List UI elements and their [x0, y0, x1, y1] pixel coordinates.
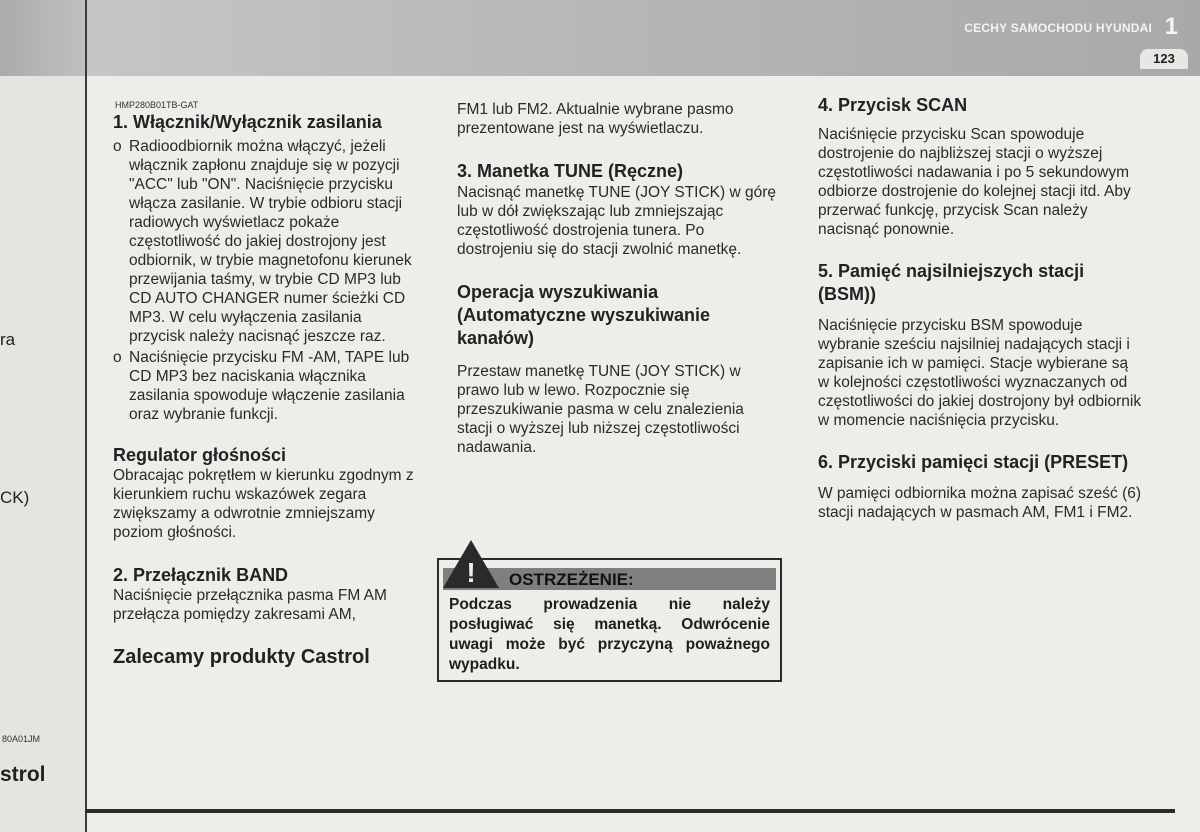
paragraph: Naciśnięcie przełącznika pasma FM AM przełącza pomiędzy zakresami AM,	[113, 587, 387, 623]
prev-page-fragment: CK)	[0, 488, 30, 507]
warning-icon	[441, 538, 501, 590]
column-left	[113, 100, 418, 668]
paragraph: Nacisnąć manetkę TUNE (JOY STICK) w górę lub w dół zwiększając lub zmniejszając częstotliwość dostrojenia tunera. Po dostrojeniu się do stacji zwolnić manetkę.	[457, 184, 776, 258]
paragraph: Naciśnięcie przycisku BSM spowoduje wybranie sześciu najsilniej nadających stacji i zapisanie ich w pamięci. Stacje wybierane są w kolejności częstotliwości wyznaczanych od częstotliwości do jakiej dostrojony był odbiornik w momencie naciśnięcia przycisku.	[818, 317, 1142, 429]
paragraph: FM1 lub FM2. Aktualnie wybrane pasmo prezentowane jest na wyświetlaczu.	[457, 101, 734, 137]
list-item	[113, 137, 418, 346]
section-heading: 6. Przyciski pamięci stacji (PRESET)	[818, 452, 1129, 472]
previous-page-header-shade	[0, 0, 85, 76]
list-item	[113, 348, 418, 424]
column-middle	[457, 100, 779, 457]
list-item-text: Radioodbiornik można włączyć, jeżeli włącznik zapłonu znajduje się w pozycji "ACC" lub "ON". Naciśnięcie przycisku włącza zasilanie. W trybie odbioru stacji radiowych wyświetlacz pokaże częstotliwość do jakiej dostrojony jest odbiornik, w trybie magnetofonu kierunek przewijania taśmy, w trybie CD MP3 lub CD AUTO CHANGER numer ścieżki CD MP3. W celu wyłączenia zasilania przycisk należy nacisnąć jeszcze raz.	[129, 138, 412, 345]
reference-code: HMP280B01TB-GAT	[115, 100, 199, 110]
list-item-text: Naciśnięcie przycisku FM -AM, TAPE lub CD MP3 bez naciskania włącznika zasilania spowoduje włączenie zasilania oraz wybranie funkcji.	[129, 349, 410, 423]
prev-page-code: 80A01JM	[2, 734, 41, 744]
castrol-heading: Zalecamy produkty Castrol	[113, 646, 370, 668]
warning-box	[437, 558, 782, 682]
section-heading: 5. Pamięć najsilniejszych stacji (BSM))	[818, 261, 1085, 304]
page-number: 123	[1140, 49, 1188, 69]
footer-line	[85, 809, 1175, 813]
warning-symbol: !	[466, 557, 476, 588]
prev-page-fragment: ra	[0, 330, 16, 349]
paragraph: W pamięci odbiornika można zapisać sześć (6) stacji nadających w pasmach AM, FM1 i FM2.	[818, 485, 1142, 521]
chapter-number: 1	[1164, 13, 1178, 40]
section-heading: Regulator głośności	[113, 445, 287, 465]
section-heading: Operacja wyszukiwania (Automatyczne wyszukiwanie kanałów)	[457, 282, 711, 348]
bullet-icon: o	[113, 138, 122, 155]
section-heading: 1. Włącznik/Wyłącznik zasilania	[113, 112, 382, 132]
previous-page-edge	[0, 0, 87, 832]
bullet-icon: o	[113, 349, 122, 366]
section-heading: 3. Manetka TUNE (Ręczne)	[457, 161, 684, 181]
section-title: CECHY SAMOCHODU HYUNDAI	[964, 21, 1152, 35]
header-band	[0, 0, 1200, 76]
section-heading: 4. Przycisk SCAN	[818, 95, 968, 115]
paragraph: Obracając pokrętłem w kierunku zgodnym z kierunkiem ruchu wskazówek zegara zwiększamy a odwrotnie zmniejszamy poziom głośności.	[113, 467, 414, 541]
column-right	[818, 95, 1143, 522]
prev-page-title: strol	[0, 763, 46, 786]
paragraph: Przestaw manetkę TUNE (JOY STICK) w prawo lub w lewo. Rozpocznie się przeszukiwanie pasma w celu znalezienia stacji o wyższej lub niższej częstotliwości nadawania.	[457, 363, 744, 456]
warning-text: Podczas prowadzenia nie należy posługiwać się manetką. Odwrócenie uwagi może być przyczyną poważnego wypadku.	[449, 596, 770, 673]
section-heading: 2. Przełącznik BAND	[113, 565, 289, 585]
warning-title: OSTRZEŻENIE:	[509, 570, 634, 589]
paragraph: Naciśnięcie przycisku Scan spowoduje dostrojenie do najbliższej stacji o wyższej częstotliwości nadawania i po 5 sekundowym odbiorze dostrojenie do kolejnej stacji itd. Aby przerwać funkcję, przycisk Scan należy nacisnąć ponownie.	[818, 126, 1131, 238]
